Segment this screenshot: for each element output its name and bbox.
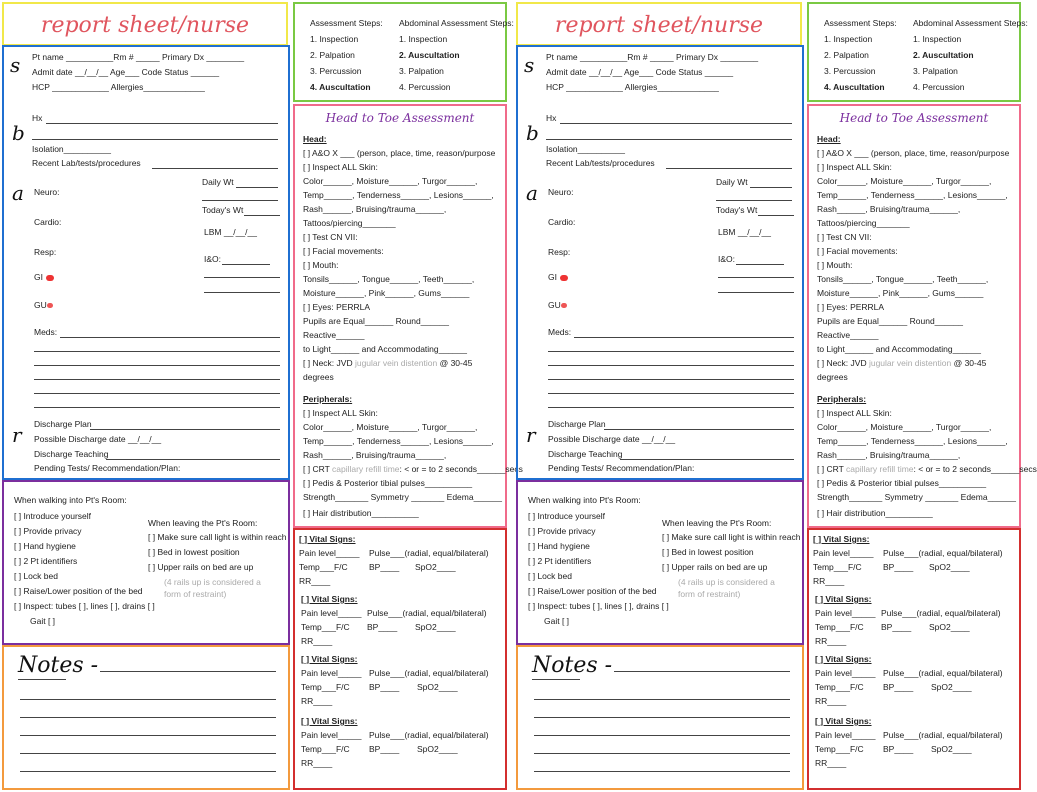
walking-in-item[interactable]: Gait [ ]: [30, 616, 56, 626]
temp-line: Temp______, Tenderness______, Lesions______,: [303, 190, 494, 200]
walking-in-box: [2, 480, 290, 645]
eyes-item[interactable]: [ ] Eyes: PERRLA: [303, 302, 371, 312]
leaving-note: (4 rails up is considered a form of restraint): [678, 577, 775, 599]
walking-in-item[interactable]: [ ] 2 Pt identifiers: [14, 556, 78, 566]
gi-icon: [560, 275, 568, 281]
abdominal-step: 3. Palpation: [913, 66, 958, 76]
bp-field: BP____: [883, 682, 914, 692]
abdominal-steps-header: Abdominal Assessment Steps:: [399, 18, 514, 28]
daily-wt-label: Daily Wt: [716, 177, 748, 187]
crt-label: [ ] CRT: [817, 464, 844, 474]
mouth-item[interactable]: [ ] Mouth:: [303, 260, 339, 270]
rr-field: RR____: [815, 636, 847, 646]
meds-line[interactable]: [548, 407, 794, 408]
neck-note: jugular vein distention: [868, 358, 952, 368]
bp-field: BP____: [367, 622, 398, 632]
ao-item[interactable]: [ ] A&O X ___ (person, place, time, reason/purpose: [303, 148, 496, 158]
abdominal-step: 4. Percussion: [399, 82, 451, 92]
p-temp-line: Temp______, Tenderness______, Lesions______,: [303, 436, 494, 446]
gi-label: GI: [34, 272, 43, 282]
vital-signs-box: [807, 528, 1021, 790]
walking-in-item[interactable]: Gait [ ]: [544, 616, 570, 626]
head-to-toe-title: Head to Toe Assessment: [325, 111, 475, 125]
tonsils-line: Tonsils______, Tongue______, Teeth______,: [303, 274, 475, 284]
color-line: Color______, Moisture______, Turgor______,: [303, 176, 478, 186]
meds-line[interactable]: [34, 351, 280, 352]
degrees-line: degrees: [303, 372, 334, 382]
cardio-label: Cardio:: [34, 217, 62, 227]
spo2-field: SpO2____: [929, 562, 970, 572]
io-line[interactable]: [222, 264, 270, 265]
pain-field: Pain level_____: [299, 548, 360, 558]
leaving-header: When leaving the Pt's Room:: [662, 518, 772, 528]
color-line: Color______, Moisture______, Turgor______,: [817, 176, 992, 186]
possible-discharge-label: Possible Discharge date __/__/__: [548, 434, 676, 444]
rash-line: Rash______, Bruising/trauma______,: [817, 204, 961, 214]
temp-field: Temp___F/C: [813, 562, 862, 572]
head-header: Head:: [817, 134, 841, 144]
discharge-teaching-line[interactable]: [106, 459, 280, 460]
p-inspect-item[interactable]: [ ] Inspect ALL Skin:: [303, 408, 378, 418]
assessment-steps-header: Assessment Steps:: [310, 18, 383, 28]
cn-item[interactable]: [ ] Test CN VII:: [303, 232, 358, 242]
notes-underline: [532, 679, 580, 680]
spo2-field: SpO2____: [931, 744, 972, 754]
walking-in-item[interactable]: [ ] Inspect: tubes [ ], lines [ ], drains [ ]: [528, 601, 669, 611]
tattoos-line: Tattoos/piercing_______: [817, 218, 910, 228]
sheet-title: report sheet/nurse: [554, 13, 764, 38]
walking-in-item[interactable]: [ ] Inspect: tubes [ ], lines [ ], drains [ ]: [14, 601, 155, 611]
cardio-label: Cardio:: [548, 217, 576, 227]
lbm-label: LBM __/__/__: [204, 227, 257, 237]
title-box: [516, 2, 802, 46]
sbar-letter-r: r: [12, 423, 22, 447]
bp-field: BP____: [881, 622, 912, 632]
discharge-teaching-line[interactable]: [620, 459, 794, 460]
hx-line-2[interactable]: [32, 139, 278, 140]
spo2-field: SpO2____: [417, 744, 458, 754]
meds-line[interactable]: [34, 407, 280, 408]
peripherals-header: Peripherals:: [817, 394, 867, 404]
degrees-line: degrees: [817, 372, 848, 382]
pulse-field: Pulse___(radial, equal/bilateral): [369, 548, 489, 558]
discharge-plan-label: Discharge Plan: [34, 419, 92, 429]
hcp-line: HCP ____________ Allergies_____________: [546, 82, 719, 92]
walking-in-item[interactable]: [ ] Introduce yourself: [528, 511, 606, 521]
facial-item[interactable]: [ ] Facial movements:: [817, 246, 898, 256]
pt-line: Pt name __________Rm # _____ Primary Dx ________: [546, 52, 759, 62]
walking-in-header: When walking into Pt's Room:: [14, 495, 127, 505]
pupils-line: Pupils are Equal______ Round______: [303, 316, 450, 326]
spo2-field: SpO2____: [415, 622, 456, 632]
todays-wt-label: Today's Wt: [716, 205, 758, 215]
recent-lab-line[interactable]: [666, 168, 792, 169]
pt-line: Pt name __________Rm # _____ Primary Dx ________: [32, 52, 245, 62]
notes-line[interactable]: [100, 671, 276, 672]
discharge-teaching-label: Discharge Teaching: [34, 449, 109, 459]
temp-field: Temp___F/C: [815, 744, 864, 754]
hx-line[interactable]: [560, 123, 792, 124]
assessment-step: 2. Palpation: [824, 50, 869, 60]
neuro-label: Neuro:: [34, 187, 60, 197]
notes-line[interactable]: [20, 717, 276, 718]
io-label: I&O:: [718, 254, 736, 264]
p-color-line: Color______, Moisture______, Turgor______,: [303, 422, 478, 432]
eyes-item[interactable]: [ ] Eyes: PERRLA: [817, 302, 885, 312]
sbar-letter-b: b: [526, 121, 539, 145]
neck-end: @ 30-45: [953, 358, 987, 368]
pain-field: Pain level_____: [301, 668, 362, 678]
leaving-note: (4 rails up is considered a form of restraint): [164, 577, 261, 599]
daily-wt-line[interactable]: [236, 187, 278, 188]
head-to-toe-box: [293, 104, 523, 528]
bp-field: BP____: [369, 562, 400, 572]
neuro-label: Neuro:: [548, 187, 574, 197]
p-inspect-item[interactable]: [ ] Inspect ALL Skin:: [817, 408, 892, 418]
pain-field: Pain level_____: [815, 608, 876, 618]
abdominal-step: 1. Inspection: [399, 34, 448, 44]
cn-item[interactable]: [ ] Test CN VII:: [817, 232, 872, 242]
meds-line[interactable]: [548, 393, 794, 394]
p-rash-line: Rash______, Bruising/trauma______,: [303, 450, 447, 460]
notes-line[interactable]: [20, 753, 276, 754]
to-light-line: to Light______ and Accommodating______: [817, 344, 981, 354]
leaving-item[interactable]: [ ] Upper rails on bed are up: [662, 562, 768, 572]
rr-field: RR____: [301, 696, 333, 706]
hx-label: Hx: [546, 113, 557, 123]
tonsils-line: Tonsils______, Tongue______, Teeth______,: [817, 274, 989, 284]
crt-end: : < or = to 2 seconds______secs: [399, 464, 523, 474]
walking-in-box: [516, 480, 804, 645]
leaving-header: When leaving the Pt's Room:: [148, 518, 258, 528]
rr-field: RR____: [299, 576, 331, 586]
io-line-2[interactable]: [204, 277, 280, 278]
gi-label: GI: [548, 272, 557, 282]
pending-tests-label: Pending Tests/ Recommendation/Plan:: [34, 463, 181, 473]
pedis-item[interactable]: [ ] Pedis & Posterior tibial pulses__________: [303, 478, 473, 488]
neck-label: [ ] Neck: JVD: [303, 358, 353, 368]
bp-field: BP____: [369, 682, 400, 692]
sbar-letter-a: a: [526, 181, 538, 205]
abdominal-step: 2. Auscultation: [913, 50, 974, 60]
notes-line[interactable]: [534, 753, 790, 754]
neck-end: @ 30-45: [439, 358, 473, 368]
hx-line-2[interactable]: [546, 139, 792, 140]
spo2-field: SpO2____: [929, 622, 970, 632]
assessment-steps-box: [807, 2, 1028, 102]
hx-line[interactable]: [46, 123, 278, 124]
notes-title: Notes -: [18, 653, 99, 678]
notes-line[interactable]: [534, 735, 790, 736]
bp-field: BP____: [883, 562, 914, 572]
temp-field: Temp___F/C: [301, 622, 350, 632]
hcp-line: HCP ____________ Allergies_____________: [32, 82, 205, 92]
leaving-item[interactable]: [ ] Make sure call light is within reach: [148, 532, 287, 542]
abdominal-steps-header: Abdominal Assessment Steps:: [913, 18, 1028, 28]
sheet-title: report sheet/nurse: [40, 13, 250, 38]
vitals-header[interactable]: [ ] Vital Signs:: [299, 534, 356, 544]
meds-label: Meds:: [34, 327, 58, 337]
meds-line[interactable]: [34, 365, 280, 366]
vitals-header[interactable]: [ ] Vital Signs:: [815, 654, 872, 664]
assessment-steps-header: Assessment Steps:: [824, 18, 897, 28]
resp-label: Resp:: [34, 247, 57, 257]
notes-box: [2, 645, 290, 790]
sbar-letter-b: b: [12, 121, 25, 145]
sbar-box: [2, 45, 290, 480]
gu-label: GU: [548, 300, 561, 310]
bp-field: BP____: [369, 744, 400, 754]
rr-field: RR____: [301, 636, 333, 646]
admit-line: Admit date __/__/__ Age___ Code Status ______: [546, 67, 734, 77]
temp-field: Temp___F/C: [299, 562, 348, 572]
temp-line: Temp______, Tenderness______, Lesions______,: [817, 190, 1008, 200]
pending-tests-label: Pending Tests/ Recommendation/Plan:: [548, 463, 695, 473]
meds-line[interactable]: [548, 365, 794, 366]
abdominal-step: 3. Palpation: [399, 66, 444, 76]
inspect-skin-item[interactable]: [ ] Inspect ALL Skin:: [817, 162, 892, 172]
sbar-letter-s: s: [524, 53, 535, 77]
walking-in-item[interactable]: [ ] Lock bed: [528, 571, 572, 581]
walking-in-item[interactable]: [ ] Raise/Lower position of the bed: [14, 586, 143, 596]
facial-item[interactable]: [ ] Facial movements:: [303, 246, 384, 256]
crt-note: capillary refill time: [331, 464, 400, 474]
reactive-line: Reactive______: [303, 330, 365, 340]
admit-line: Admit date __/__/__ Age___ Code Status ______: [32, 67, 220, 77]
notes-line[interactable]: [614, 671, 790, 672]
rash-line: Rash______, Bruising/trauma______,: [303, 204, 447, 214]
p-color-line: Color______, Moisture______, Turgor______,: [817, 422, 992, 432]
neck-item[interactable]: [303, 358, 472, 368]
abdominal-step: 4. Percussion: [913, 82, 965, 92]
io-line-2[interactable]: [718, 277, 794, 278]
neck-note: jugular vein distention: [354, 358, 438, 368]
crt-item[interactable]: [817, 464, 1037, 474]
pulse-field: Pulse___(radial, equal/bilateral): [369, 730, 489, 740]
tattoos-line: Tattoos/piercing_______: [303, 218, 396, 228]
discharge-teaching-label: Discharge Teaching: [548, 449, 623, 459]
hx-label: Hx: [32, 113, 43, 123]
vitals-header[interactable]: [ ] Vital Signs:: [813, 534, 870, 544]
crt-end: : < or = to 2 seconds______secs: [913, 464, 1037, 474]
todays-wt-line[interactable]: [244, 215, 280, 216]
pulse-field: Pulse___(radial, equal/bilateral): [883, 668, 1003, 678]
notes-line[interactable]: [534, 699, 790, 700]
daily-wt-line[interactable]: [750, 187, 792, 188]
io-line[interactable]: [736, 264, 784, 265]
walking-in-header: When walking into Pt's Room:: [528, 495, 641, 505]
p-temp-line: Temp______, Tenderness______, Lesions______,: [817, 436, 1008, 446]
mouth-item[interactable]: [ ] Mouth:: [817, 260, 853, 270]
crt-label: [ ] CRT: [303, 464, 330, 474]
lbm-label: LBM __/__/__: [718, 227, 771, 237]
moisture-line: Moisture______, Pink______, Gums______: [817, 288, 984, 298]
rr-field: RR____: [813, 576, 845, 586]
temp-field: Temp___F/C: [301, 682, 350, 692]
pulse-field: Pulse___(radial, equal/bilateral): [883, 548, 1003, 558]
report-sheet-right: [514, 0, 1037, 792]
discharge-plan-line[interactable]: [604, 429, 794, 430]
spo2-field: SpO2____: [415, 562, 456, 572]
sbar-letter-r: r: [526, 423, 536, 447]
io-line-3[interactable]: [204, 292, 280, 293]
pulse-field: Pulse___(radial, equal/bilateral): [881, 608, 1001, 618]
vitals-header[interactable]: [ ] Vital Signs:: [301, 716, 358, 726]
meds-line[interactable]: [548, 351, 794, 352]
rr-field: RR____: [815, 696, 847, 706]
p-rash-line: Rash______, Bruising/trauma______,: [817, 450, 961, 460]
vital-signs-box: [293, 528, 507, 790]
walking-in-item[interactable]: [ ] Hand hygiene: [14, 541, 76, 551]
meds-line[interactable]: [34, 393, 280, 394]
recent-lab-label: Recent Lab/tests/procedures: [546, 158, 655, 168]
leaving-item[interactable]: [ ] Make sure call light is within reach: [662, 532, 801, 542]
isolation-label: Isolation__________: [32, 144, 111, 154]
rr-field: RR____: [815, 758, 847, 768]
notes-line[interactable]: [20, 735, 276, 736]
recent-lab-line[interactable]: [152, 168, 278, 169]
head-header: Head:: [303, 134, 327, 144]
pain-field: Pain level_____: [813, 548, 874, 558]
gu-icon: [47, 303, 53, 308]
head-to-toe-title: Head to Toe Assessment: [839, 111, 989, 125]
temp-field: Temp___F/C: [815, 622, 864, 632]
gu-label: GU: [34, 300, 47, 310]
meds-line[interactable]: [60, 337, 280, 338]
meds-line[interactable]: [574, 337, 794, 338]
pain-field: Pain level_____: [815, 668, 876, 678]
inspect-skin-item[interactable]: [ ] Inspect ALL Skin:: [303, 162, 378, 172]
bp-field: BP____: [883, 744, 914, 754]
spo2-field: SpO2____: [417, 682, 458, 692]
notes-line[interactable]: [534, 771, 790, 772]
sbar-letter-a: a: [12, 181, 24, 205]
to-light-line: to Light______ and Accommodating______: [303, 344, 467, 354]
pupils-line: Pupils are Equal______ Round______: [817, 316, 964, 326]
abdominal-step: 2. Auscultation: [399, 50, 460, 60]
sbar-box: [516, 45, 804, 480]
assessment-step: 2. Palpation: [310, 50, 355, 60]
discharge-plan-line[interactable]: [90, 429, 280, 430]
assessment-step: 3. Percussion: [310, 66, 362, 76]
walking-in-item[interactable]: [ ] Provide privacy: [528, 526, 596, 536]
peripherals-header: Peripherals:: [303, 394, 353, 404]
neck-item[interactable]: [817, 358, 986, 368]
resp-label: Resp:: [548, 247, 571, 257]
sbar-letter-s: s: [10, 53, 21, 77]
notes-box: [516, 645, 804, 790]
neck-label: [ ] Neck: JVD: [817, 358, 867, 368]
leaving-item[interactable]: [ ] Bed in lowest position: [662, 547, 754, 557]
temp-field: Temp___F/C: [815, 682, 864, 692]
vitals-header[interactable]: [ ] Vital Signs:: [815, 594, 872, 604]
notes-underline: [18, 679, 66, 680]
pedis-item[interactable]: [ ] Pedis & Posterior tibial pulses__________: [817, 478, 987, 488]
todays-wt-label: Today's Wt: [202, 205, 244, 215]
strength-line: Strength_______ Symmetry _______ Edema______: [303, 492, 502, 502]
isolation-label: Isolation__________: [546, 144, 625, 154]
abdominal-step: 1. Inspection: [913, 34, 962, 44]
temp-field: Temp___F/C: [301, 744, 350, 754]
assessment-step: 4. Auscultation: [824, 82, 885, 92]
spo2-field: SpO2____: [931, 682, 972, 692]
gi-icon: [46, 275, 54, 281]
hair-item[interactable]: [ ] Hair distribution__________: [303, 508, 419, 518]
pain-field: Pain level_____: [301, 730, 362, 740]
pain-field: Pain level_____: [815, 730, 876, 740]
io-line-3[interactable]: [718, 292, 794, 293]
notes-title: Notes -: [532, 653, 613, 678]
discharge-plan-label: Discharge Plan: [548, 419, 606, 429]
assessment-step: 3. Percussion: [824, 66, 876, 76]
rr-field: RR____: [301, 758, 333, 768]
daily-wt-line-2[interactable]: [202, 200, 278, 201]
pain-field: Pain level_____: [301, 608, 362, 618]
pulse-field: Pulse___(radial, equal/bilateral): [883, 730, 1003, 740]
assessment-steps-box: [293, 2, 514, 102]
strength-line: Strength_______ Symmetry _______ Edema______: [817, 492, 1016, 502]
moisture-line: Moisture______, Pink______, Gums______: [303, 288, 470, 298]
leaving-item[interactable]: [ ] Upper rails on bed are up: [148, 562, 254, 572]
walking-in-item[interactable]: [ ] Hand hygiene: [528, 541, 590, 551]
meds-label: Meds:: [548, 327, 572, 337]
notes-line[interactable]: [20, 771, 276, 772]
daily-wt-label: Daily Wt: [202, 177, 234, 187]
title-box: [2, 2, 288, 46]
walking-in-item[interactable]: [ ] 2 Pt identifiers: [528, 556, 592, 566]
walking-in-item[interactable]: [ ] Raise/Lower position of the bed: [528, 586, 657, 596]
vitals-header[interactable]: [ ] Vital Signs:: [815, 716, 872, 726]
possible-discharge-label: Possible Discharge date __/__/__: [34, 434, 162, 444]
ao-item[interactable]: [ ] A&O X ___ (person, place, time, reason/purpose: [817, 148, 1010, 158]
recent-lab-label: Recent Lab/tests/procedures: [32, 158, 141, 168]
head-to-toe-box: [807, 104, 1037, 528]
assessment-step: 4. Auscultation: [310, 82, 371, 92]
walking-in-item[interactable]: [ ] Introduce yourself: [14, 511, 92, 521]
hair-item[interactable]: [ ] Hair distribution__________: [817, 508, 933, 518]
assessment-step: 1. Inspection: [824, 34, 873, 44]
pulse-field: Pulse___(radial, equal/bilateral): [367, 608, 487, 618]
crt-note: capillary refill time: [845, 464, 914, 474]
daily-wt-line-2[interactable]: [716, 200, 792, 201]
todays-wt-line[interactable]: [758, 215, 794, 216]
assessment-step: 1. Inspection: [310, 34, 359, 44]
crt-item[interactable]: [303, 464, 523, 474]
notes-line[interactable]: [534, 717, 790, 718]
io-label: I&O:: [204, 254, 222, 264]
notes-line[interactable]: [20, 699, 276, 700]
walking-in-item[interactable]: [ ] Provide privacy: [14, 526, 82, 536]
vitals-header[interactable]: [ ] Vital Signs:: [301, 594, 358, 604]
vitals-header[interactable]: [ ] Vital Signs:: [301, 654, 358, 664]
pulse-field: Pulse___(radial, equal/bilateral): [369, 668, 489, 678]
meds-line[interactable]: [548, 379, 794, 380]
leaving-item[interactable]: [ ] Bed in lowest position: [148, 547, 240, 557]
gu-icon: [561, 303, 567, 308]
walking-in-item[interactable]: [ ] Lock bed: [14, 571, 58, 581]
meds-line[interactable]: [34, 379, 280, 380]
reactive-line: Reactive______: [817, 330, 879, 340]
